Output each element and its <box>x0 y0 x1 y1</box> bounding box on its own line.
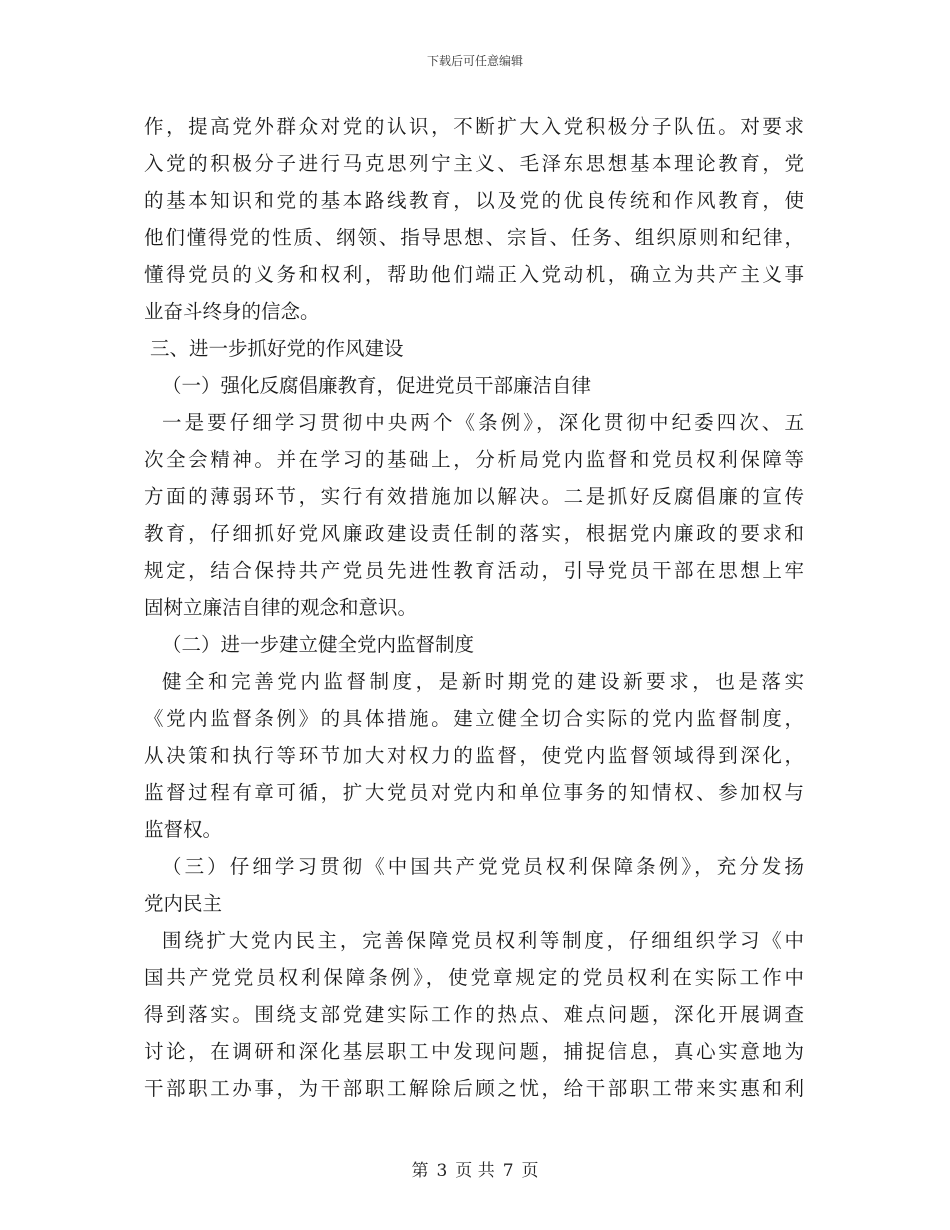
current-page-number: 3 <box>436 1161 448 1181</box>
body-line: 围绕扩大党内民主，完善保障党员权利等制度，仔细组织学习《中 <box>162 929 804 952</box>
body-line: 的基本知识和党的基本路线教育，以及党的优良传统和作风教育，使 <box>144 189 804 212</box>
body-line: 从决策和执行等环节加大对权力的监督，使党内监督领域得到深化， <box>144 744 804 767</box>
total-pages-number: 7 <box>502 1161 514 1181</box>
body-line: 入党的积极分子进行马克思列宁主义、毛泽东思想基本理论教育，党 <box>144 152 804 175</box>
page-label-prefix: 第 <box>411 1161 429 1181</box>
body-line: 讨论，在调研和深化基层职工中发现问题，捕捉信息，真心实意地为 <box>144 1040 804 1063</box>
body-line: 固树立廉洁自律的观念和意识。 <box>144 596 418 619</box>
body-line: 规定，结合保持共产党员先进性教育活动，引导党员干部在思想上牢 <box>144 559 804 582</box>
body-line: 他们懂得党的性质、纲领、指导思想、宗旨、任务、组织原则和纪律， <box>144 226 804 249</box>
body-line: 方面的薄弱环节，实行有效措施加以解决。二是抓好反腐倡廉的宣传 <box>144 485 804 508</box>
subsection-heading: （一）强化反腐倡廉教育，促进党员干部廉洁自律 <box>162 374 592 397</box>
body-line: 业奋斗终身的信念。 <box>144 300 320 323</box>
subsection-heading-continued: 党内民主 <box>144 892 223 915</box>
body-line: 干部职工办事，为干部职工解除后顾之忧，给干部职工带来实惠和利 <box>144 1077 804 1100</box>
body-line: 一是要仔细学习贯彻中央两个《条例》，深化贯彻中纪委四次、五 <box>162 411 804 434</box>
body-line: 国共产党党员权利保障条例》，使党章规定的党员权利在实际工作中 <box>144 966 804 989</box>
header-note: 下载后可任意编辑 <box>426 54 523 68</box>
body-line: 监督过程有章可循，扩大党员对党内和单位事务的知情权、参加权与 <box>144 781 804 804</box>
body-line: 监督权。 <box>144 818 223 841</box>
page-footer <box>0 1156 950 1181</box>
document-body <box>144 108 804 1107</box>
page-label-suffix: 页 <box>521 1161 539 1181</box>
body-line: 健全和完善党内监督制度，是新时期党的建设新要求，也是落实 <box>162 670 804 693</box>
body-line: 懂得党员的义务和权利，帮助他们端正入党动机，确立为共产主义事 <box>144 263 804 286</box>
subsection-heading: （三）仔细学习贯彻《中国共产党党员权利保障条例》，充分发扬 <box>162 855 804 878</box>
subsection-heading: （二）进一步建立健全党内监督制度 <box>162 633 475 656</box>
section-heading: 三、进一步抓好党的作风建设 <box>150 337 404 360</box>
body-line: 得到落实。围绕支部党建实际工作的热点、难点问题，深化开展调查 <box>144 1003 804 1026</box>
body-line: 《党内监督条例》的具体措施。建立健全切合实际的党内监督制度， <box>144 707 804 730</box>
body-line: 次全会精神。并在学习的基础上，分析局党内监督和党员权利保障等 <box>144 448 804 471</box>
body-line: 作，提高党外群众对党的认识，不断扩大入党积极分子队伍。对要求 <box>144 115 804 138</box>
body-line: 教育，仔细抓好党风廉政建设责任制的落实，根据党内廉政的要求和 <box>144 522 804 545</box>
page-label-mid: 页 共 <box>455 1161 495 1181</box>
